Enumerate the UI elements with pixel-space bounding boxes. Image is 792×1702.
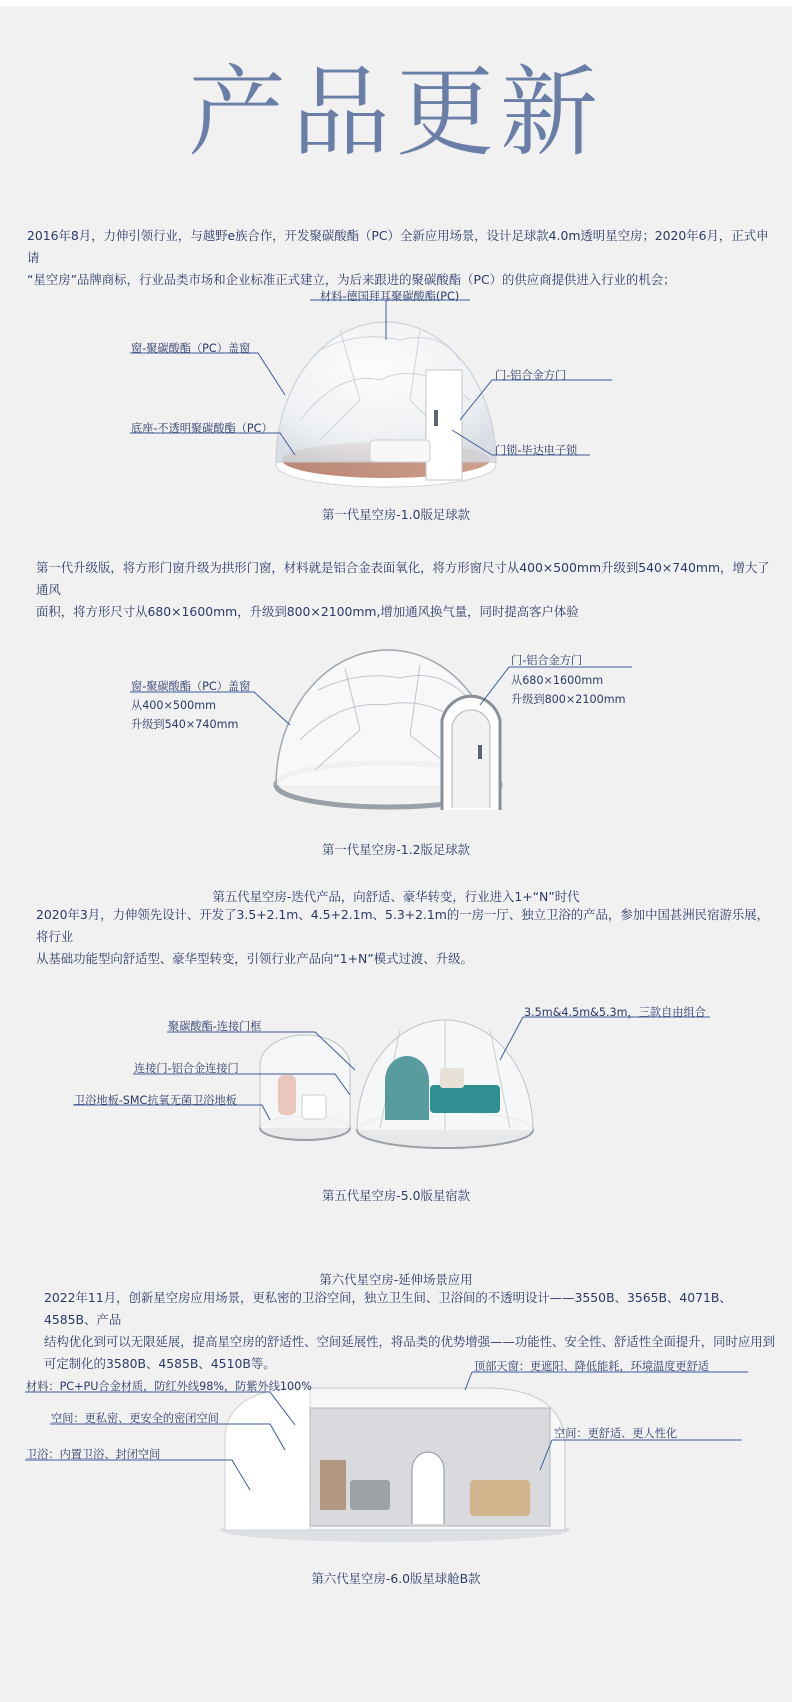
label-v6-skylight: 顶部天窗：更遮阳、降低能耗，环境温度更舒适 (474, 1360, 709, 1373)
caption-v1: 第一代星空房-1.0版足球款 (321, 507, 471, 522)
label-v5-floor: 卫浴地板-SMC抗氧无菌卫浴地板 (74, 1094, 237, 1107)
label-base: 底座-不透明聚碳酸酯（PC） (131, 422, 273, 435)
label-v6-material: 材料：PC+PU合金材质，防红外线98%，防紫外线100% (26, 1380, 312, 1393)
page-title: 产品更新 (187, 56, 604, 170)
label-v12-window-to: 升级到540×740mm (131, 718, 239, 731)
label-lock: 门锁-毕达电子锁 (495, 444, 578, 457)
label-window: 窗-聚碳酸酯（PC）盖窗 (131, 342, 251, 355)
upgrade-line-2: 面积，将方形尺寸从680×1600mm，升级到800×2100mm,增加通风换气量，同时提高客户体验 (36, 604, 579, 619)
label-v12-window-from: 从400×500mm (131, 699, 217, 712)
label-v5-frame: 聚碳酸酯-连接门框 (168, 1020, 262, 1033)
caption-v5: 第五代星空房-5.0版星宿款 (321, 1188, 471, 1203)
label-v5-connect: 连接门-铝合金连接门 (134, 1062, 239, 1075)
intro-line-1: 2016年8月，力伸引领行业，与越野e族合作，开发聚碳酸酯（PC）全新应用场景，设计足球款4.0m透明星空房；2020年6月，正式申请 (27, 228, 769, 265)
label-v5-combo: 3.5m&4.5m&5.3m，三款自由组合 (524, 1006, 706, 1019)
label-v12-door: 门-铝合金方门 (511, 654, 583, 667)
label-v6-space-private: 空间：更私密、更安全的密闭空间 (51, 1412, 219, 1425)
label-v12-door-from: 从680×1600mm (511, 674, 604, 687)
label-v12-window: 窗-聚碳酸酯（PC）盖窗 (131, 680, 251, 693)
label-v12-door-to: 升级到800×2100mm (511, 693, 626, 706)
gen6-line-2: 结构优化到可以无限延展，提高星空房的舒适性、空间延展性，将品类的优势增强——功能性、安全性、舒适性全面提升，同时应用到 (44, 1334, 776, 1349)
label-v6-space-comfort: 空间：更舒适、更人性化 (554, 1427, 678, 1440)
intro-line-2: “星空房”品牌商标，行业品类市场和企业标准正式建立，为后来跟进的聚碳酸酯（PC）的供应商提供进入行业的机会； (27, 272, 676, 287)
gen5-line-1: 2020年3月，力伸领先设计、开发了3.5+2.1m、4.5+2.1m、5.3+2.1m的一房一厅、独立卫浴的产品，参加中国甚洲民宿游乐展，将行业 (36, 907, 770, 944)
label-door: 门-铝合金方门 (495, 369, 567, 382)
gen6-line-1: 2022年11月，创新星空房应用场景，更私密的卫浴空间，独立卫生间、卫浴间的不透明设计——3550B、3565B、4071B、4585B、产品 (44, 1290, 732, 1327)
gen6-heading: 第六代星空房-延伸场景应用 (319, 1272, 473, 1287)
label-v6-bath: 卫浴：内置卫浴、封闭空间 (26, 1448, 161, 1461)
gen6-line-3: 可定制化的3580B、4585B、4510B等。 (44, 1356, 276, 1371)
caption-v12: 第一代星空房-1.2版足球款 (321, 842, 471, 857)
gen5-line-2: 从基础功能型向舒适型、豪华型转变，引领行业产品向“1+N”模式过渡、升级。 (36, 951, 473, 966)
upgrade-line-1: 第一代升级版，将方形门窗升级为拱形门窗，材料就是铝合金表面氧化，将方形窗尺寸从400×500mm升级到540×740mm，增大了通风 (36, 560, 770, 597)
label-material: 材料-德国拜耳聚碳酸酯(PC) (320, 290, 460, 303)
caption-v6: 第六代星空房-6.0版星球舱B款 (311, 1571, 481, 1586)
gen5-heading: 第五代星空房-迭代产品，向舒适、豪华转变，行业进入1+“N”时代 (212, 889, 580, 904)
